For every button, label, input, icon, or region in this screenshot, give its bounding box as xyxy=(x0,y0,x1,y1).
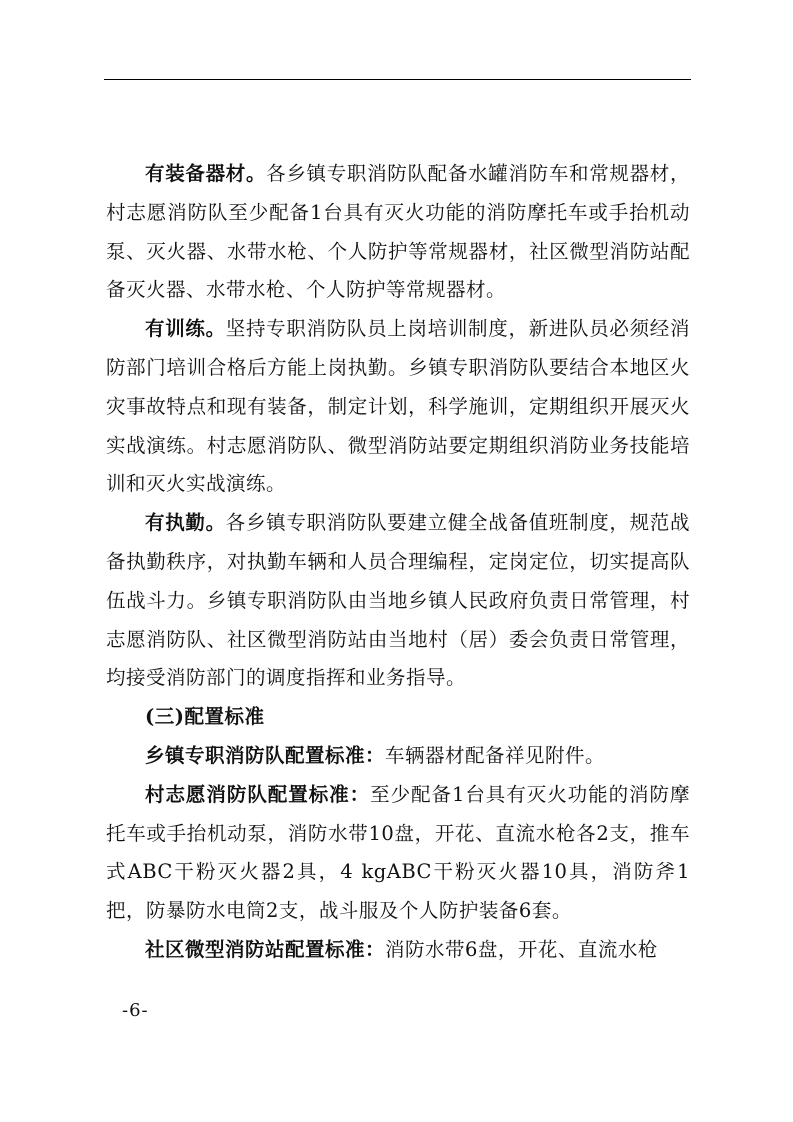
standard-community xyxy=(106,931,690,970)
paragraph-body: 各乡镇专职消防队配备水罐消防车和常规器材，村志愿消防队至少配备1台具有灭火功能的消防摩托车或手抬机动泵、灭火器、水带水枪、个人防护等常规器材，社区微型消防站配备灭火器、水带水枪、个人防护等常规器材。 xyxy=(106,162,690,302)
standard-lead: 村志愿消防队配置标准： xyxy=(145,782,371,806)
section-title: (三)配置标准 xyxy=(145,705,265,729)
standard-township xyxy=(106,737,690,776)
body-text xyxy=(106,155,690,970)
paragraph-lead: 有训练。 xyxy=(145,317,226,341)
standard-lead: 乡镇专职消防队配置标准： xyxy=(145,743,386,767)
page-number: -6- xyxy=(122,1000,149,1021)
standard-lead: 社区微型消防站配置标准： xyxy=(145,937,386,961)
paragraph-body: 坚持专职消防队员上岗培训制度，新进队员必须经消防部门培训合格后方能上岗执勤。乡镇专职消防队要结合本地区火灾事故特点和现有装备，制定计划，科学施训，定期组织开展灭火实战演练。村志愿消防队、微型消防站要定期组织消防业务技能培训和灭火实战演练。 xyxy=(106,317,690,496)
standard-body: 车辆器材配备祥见附件。 xyxy=(385,743,606,767)
standard-body: 消防水带6盘，开花、直流水枪 xyxy=(385,937,658,961)
paragraph-training xyxy=(106,310,690,504)
paragraph-body: 各乡镇专职消防队要建立健全战备值班制度，规范战备执勤秩序，对执勤车辆和人员合理编程，定岗定位，切实提高队伍战斗力。乡镇专职消防队由当地乡镇人民政府负责日常管理，村志愿消防队、社区微型消防站由当地村（居）委会负责日常管理，均接受消防部门的调度指挥和业务指导。 xyxy=(106,511,690,690)
header-rule xyxy=(104,79,691,80)
standard-body: 至少配备1台具有灭火功能的消防摩托车或手抬机动泵，消防水带10盘，开花、直流水枪各2支，推车式ABC干粉灭火器2具，4 kgABC干粉灭火器10具，消防斧1把，防暴防水电筒2支，战斗服及个人防护装备6套。 xyxy=(106,782,690,923)
paragraph-duty xyxy=(106,504,690,698)
paragraph-lead: 有装备器材。 xyxy=(145,162,267,185)
standard-village xyxy=(106,776,690,931)
paragraph-equipment xyxy=(106,155,690,310)
paragraph-lead: 有执勤。 xyxy=(145,511,226,535)
